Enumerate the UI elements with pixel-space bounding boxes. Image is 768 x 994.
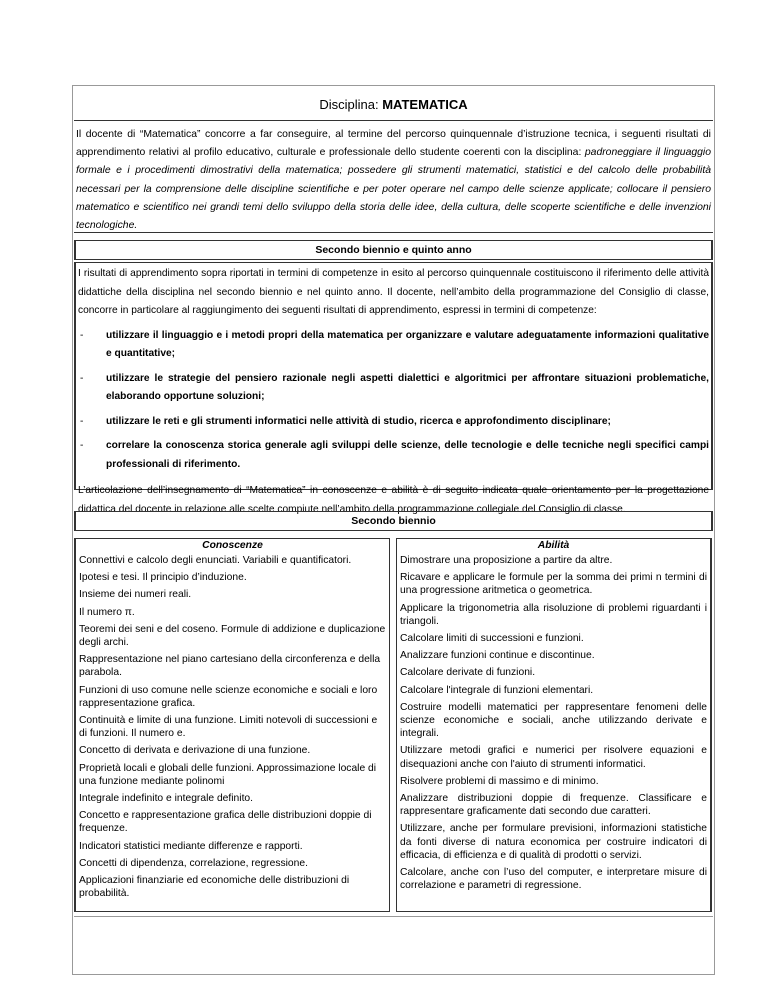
dash-bullet: - (80, 440, 84, 451)
title-prefix: Disciplina: (319, 97, 383, 112)
competenza-item (78, 370, 709, 407)
abilita-item: Analizzare funzioni continue e discontinue. (400, 650, 595, 662)
competenza-text: correlare la conoscenza storica generale agli sviluppi delle scienze, delle tecnologie e delle tecniche negli specifici campi professionali di riferimento. (106, 440, 709, 470)
competenza-item (78, 413, 709, 432)
conoscenza-item: Rappresentazione nel piano cartesiano della circonferenza e della parabola. (79, 654, 381, 679)
intro-paragraph (74, 124, 713, 237)
conoscenza-item: Connettivi e calcolo degli enunciati. Variabili e quantificatori. (79, 555, 352, 566)
abilita-item: Utilizzare metodi grafici e numerici per risolvere equazioni e disequazioni anche con l'aiuto di strumenti informatici. (400, 745, 707, 770)
page-title (74, 92, 713, 118)
conoscenza-item: Integrale indefinito e integrale definito. (79, 793, 254, 805)
conoscenza-item: Concetto di derivata e derivazione di una funzione. (79, 745, 311, 757)
conoscenza-item: Continuità e limite di una funzione. Limiti notevoli di successioni e di funzioni. Il numero e. (79, 715, 378, 740)
competenza-text: utilizzare le reti e gli strumenti informatici nelle attività di studio, ricerca e approfondimento disciplinare; (106, 415, 611, 427)
conoscenza-item: Concetto e rappresentazione grafica delle distribuzioni doppie di frequenze. (79, 810, 372, 835)
section-header-secondo-biennio: Secondo biennio (74, 511, 713, 531)
conoscenza-item: Indicatori statistici mediante differenze e rapporti. (79, 840, 303, 852)
abilita-item: Ricavare e applicare le formule per la somma dei primi n termini di una progressione aritmetica o geometrica. (400, 572, 707, 597)
conoscenze-header: Conoscenze (202, 540, 263, 551)
abilita-item: Calcolare limiti di successioni e funzioni. (400, 633, 584, 645)
divider (74, 120, 713, 121)
dash-bullet: - (80, 415, 84, 427)
dash-bullet: - (80, 329, 84, 341)
abilita-item: Costruire modelli matematici per rappresentare fenomeni delle scienze economiche e sociali, anche utilizzando derivate e integrali. (400, 701, 707, 740)
abilita-item: Calcolare derivate di funzioni. (400, 667, 536, 679)
conoscenza-item: Teoremi dei seni e del coseno. Formule di addizione e duplicazione degli archi. (79, 623, 386, 649)
dash-bullet: - (80, 372, 84, 384)
abilita-item: Risolvere problemi di massimo e di minimo. (400, 775, 599, 787)
conoscenza-item: Proprietà locali e globali delle funzioni. Approssimazione locale di una funzione mediante polinomi (79, 762, 377, 787)
divider (74, 916, 713, 917)
abilita-item: Utilizzare, anche per formulare previsioni, informazioni statistiche da fonti diverse di natura economica per costruire indicatori di efficacia, di efficienza e di qualità di prodotti o servizi. (400, 823, 707, 861)
conoscenza-item: Il numero π. (79, 606, 135, 618)
abilita-header: Abilità (537, 540, 570, 551)
abilita-item: Calcolare l'integrale di funzioni elementari. (400, 684, 594, 696)
section-header-secondo-biennio-quinto-anno: Secondo biennio e quinto anno (74, 240, 713, 260)
competenze-closing: L’articolazione dell’insegnamento di “Matematica” in conoscenze e abilità è di seguito indicata quale orientamento per la progettazione didattica del docente in relazione alle scelte compiute nell’ambito della programmazione collegiale del Consiglio di classe. (78, 485, 709, 515)
conoscenza-item: Concetti di dipendenza, correlazione, regressione. (79, 857, 308, 869)
abilita-column (396, 538, 712, 912)
intro-plain: Il docente di “Matematica” concorre a far conseguire, al termine del percorso quinquennale d’istruzione tecnica, i seguenti risultati di apprendimento relativi al profilo educativo, culturale e professionale dello studente coerenti con la disciplina: (76, 129, 711, 159)
abilita-item: Analizzare distribuzioni doppie di frequenze. Classificare e rappresentare graficamente dati secondo due caratteri. (400, 793, 707, 818)
competenza-text: utilizzare il linguaggio e i metodi propri della matematica per organizzare e valutare adeguatamente informazioni qualitative e quantitative; (106, 329, 709, 359)
abilita-item: Dimostrare una proposizione a partire da altre. (400, 555, 613, 566)
competenza-item (78, 437, 709, 474)
divider (74, 232, 713, 233)
competenza-item (78, 327, 709, 364)
abilita-item: Calcolare, anche con l’uso del computer, e interpretare misure di correlazione e parametri di regressione. (400, 867, 707, 892)
intro-italic: padroneggiare il linguaggio formale e i procedimenti dimostrativi della matematica; possedere gli strumenti matematici, statistici e del calcolo delle probabilità necessari per la comprensione delle discipline scientifiche e per poter operare nel campo delle scienze applicate; collocare il pensiero matematico e scientifico nei grandi temi dello sviluppo della storia delle idee, della cultura, delle scoperte scientifiche e delle invenzioni tecnologiche. (76, 147, 711, 232)
conoscenza-item: Funzioni di uso comune nelle scienze economiche e sociali e loro rappresentazione grafica. (79, 684, 378, 709)
conoscenza-item: Applicazioni finanziarie ed economiche delle distribuzioni di probabilità. (79, 875, 350, 900)
competenza-text: utilizzare le strategie del pensiero razionale negli aspetti dialettici e algoritmici per affrontare situazioni problematiche, elaborando opportune soluzioni; (106, 372, 709, 402)
title-subject: MATEMATICA (382, 97, 468, 112)
conoscenze-column (74, 538, 390, 912)
conoscenza-item: Ipotesi e tesi. Il principio d’induzione. (79, 572, 247, 584)
competenze-lead: I risultati di apprendimento sopra riportati in termini di competenze in esito al percorso quinquennale costituiscono il riferimento delle attività didattiche della disciplina nel secondo biennio e nel quinto anno. Il docente, nell’ambito della programmazione del Consiglio di classe, concorre in particolare al raggiungimento dei seguenti risultati di apprendimento, espressi in termini di competenze: (78, 268, 709, 316)
conoscenza-item: Insieme dei numeri reali. (79, 589, 192, 601)
abilita-item: Applicare la trigonometria alla risoluzione di problemi riguardanti i triangoli. (400, 602, 707, 627)
competenze-section (74, 262, 713, 515)
